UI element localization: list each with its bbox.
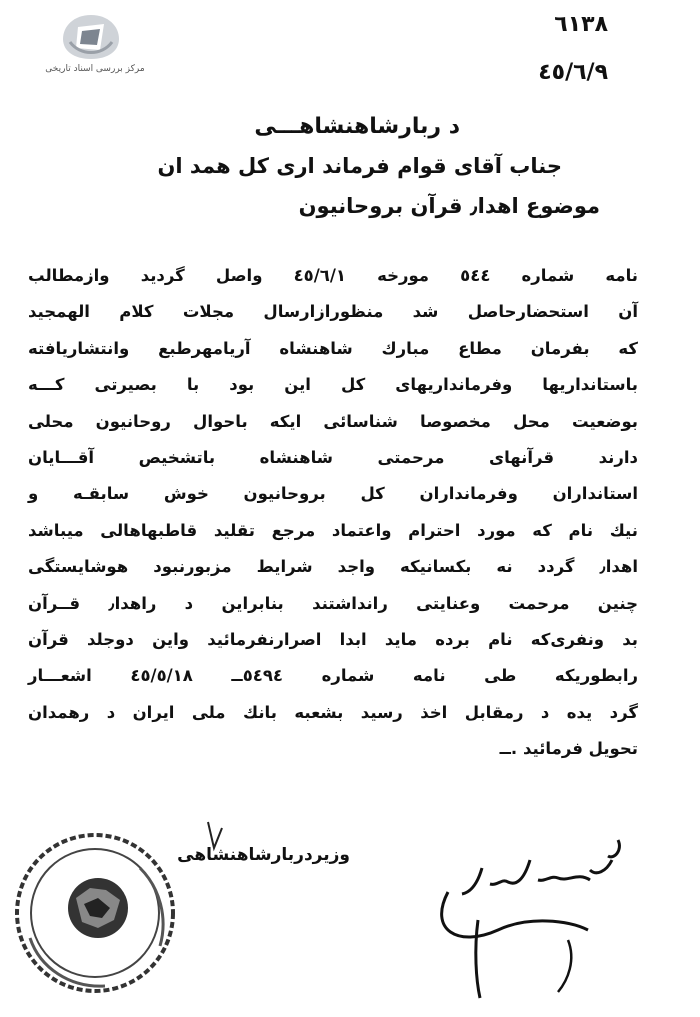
body-line: رابطوریکه طی نامه شماره ٥٤٩٤ــ ٤٥/٥/١٨ اشعـــار (28, 666, 638, 686)
body-line: نامه شماره ٥٤٤ مورخه ٤٥/٦/١ واصل گردید وازمطالب (28, 266, 638, 285)
body-line: که بفرمان مطاع مبارك شاهنشاه آریامهرطبع وانتشاریافته (28, 338, 638, 358)
document-number: ٦١٣٨ (554, 12, 608, 37)
subject-line: موضوع اهدا٫ قرآن بروحانیون (298, 194, 600, 218)
body-line: دارند قرآنهای مرحمتی شاهنشاه باتشخیص آقـــایان (28, 447, 638, 467)
body-line: چنین مرحمت وعنایتی رانداشتند بنابراین د راهدا٫ قــرآن (28, 593, 638, 613)
official-seal (10, 828, 180, 998)
letter-body (28, 258, 638, 767)
check-mark-icon (200, 818, 230, 858)
body-line: بوضعیت محل مخصوصا شناسائی ایکه باحوال روحانیون محلی (28, 411, 638, 431)
body-line: باستانداریها وفرمانداریهای کل این بود با بصیرتی کـــه (28, 375, 638, 395)
watermark-text: مرکز بررسی اسناد تاریخی (45, 64, 145, 74)
body-line: گرد یده د رمقابل اخذ رسید بشعبه بانك ملی ایران د رهمدان (28, 702, 638, 722)
department-heading: د ربارشاهنشاهـــی (254, 114, 460, 139)
body-line: آن استحضارحاصل شد منظورازارسال مجلات کلام الهمجید (28, 302, 638, 322)
handwritten-signature (418, 820, 648, 1010)
recipient-line: جناب آقای قوام فرماند اری کل همد ان (157, 154, 562, 178)
body-line: بد ونفری‌که نام برده ماید ابدا اصرارنفرمائید واین دوجلد قرآن (28, 629, 638, 649)
body-line: نیك نام که مورد احترام واعتماد مرجع تقلید قاطبهاهالی میباشد (28, 520, 638, 540)
archive-logo-icon (60, 12, 122, 62)
body-line: استانداران وفرمانداران کل بروحانیون خوش سابقـه و (28, 484, 638, 504)
signer-title: وزیردربارشاهنشاهی (177, 845, 350, 865)
body-line-closing: تحویل فرمائید .ــ (499, 739, 638, 759)
body-line: اهدا٫ گردد نه بکسانیکه واجد شرایط مزبورنبود هوشایستگی (28, 557, 638, 577)
archive-watermark (30, 12, 145, 82)
document-date: ٤٥/٦/٩ (538, 60, 608, 85)
